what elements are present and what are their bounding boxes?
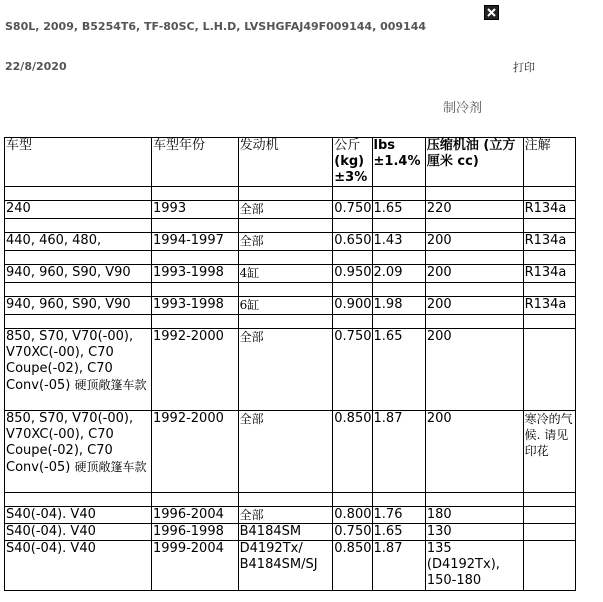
cell-note (523, 329, 575, 411)
cell-kg: 0.850 (333, 541, 372, 591)
cell-oil: 130 (425, 524, 523, 541)
cell-kg: 0.950 (333, 265, 372, 283)
header-oil: 压缩机油 (立方厘米 cc) (425, 138, 523, 187)
spacer-row (5, 315, 576, 329)
table-header-row (5, 138, 576, 187)
cell-model: 240 (5, 201, 152, 219)
cell-model (5, 329, 152, 411)
cell-oil: 200 (425, 233, 523, 251)
header-kg-unit: (kg) (334, 154, 365, 169)
table-row (5, 233, 576, 251)
cell-model: 940, 960, S90, V90 (5, 297, 152, 315)
table-row (5, 329, 576, 411)
header-kg (333, 138, 372, 187)
header-engine: 发动机 (238, 138, 333, 187)
cell-lbs: 1.43 (372, 233, 425, 251)
table-row (5, 297, 576, 315)
header-year: 车型年份 (152, 138, 239, 187)
cell-engine: 全部 (238, 411, 333, 493)
cell-note (523, 507, 575, 524)
cell-note (523, 524, 575, 541)
cell-oil: 200 (425, 265, 523, 283)
cell-year: 1993-1998 (152, 297, 239, 315)
cell-model: 440, 460, 480, (5, 233, 152, 251)
spacer-row (5, 493, 576, 507)
table-row (5, 265, 576, 283)
cell-oil: 200 (425, 297, 523, 315)
cell-model: S40(-04). V40 (5, 507, 152, 524)
cell-year: 1992-2000 (152, 329, 239, 411)
cell-lbs: 1.87 (372, 411, 425, 493)
cell-model-text: 850, S70, V70(-00), V70XC(-00), C70 Coupe(-02), C70 Conv(-05) (6, 329, 134, 393)
header-kg-tol: ±3% (334, 170, 368, 185)
cell-kg: 0.850 (333, 411, 372, 493)
page-title: 制冷剂 (443, 101, 483, 116)
header-model: 车型 (5, 138, 152, 187)
cell-year: 1996-2004 (152, 507, 239, 524)
cell-kg: 0.750 (333, 201, 372, 219)
spacer-row (5, 219, 576, 233)
table-row (5, 524, 576, 541)
cell-note: R134a (523, 297, 575, 315)
cell-kg: 0.750 (334, 524, 372, 539)
cell-lbs: 1.98 (372, 297, 425, 315)
cell-note (523, 541, 575, 591)
header-lbs-label: lbs (373, 138, 396, 153)
cell-model-note: 硬顶敞篷车款 (74, 378, 147, 392)
cell-engine: 全部 (238, 233, 333, 251)
header-note: 注解 (523, 138, 575, 187)
cell-engine: 全部 (238, 507, 333, 524)
cell-engine: 6缸 (238, 297, 333, 315)
cell-note: 寒冷的气候. 请见印花 (523, 411, 575, 493)
header-kg-label: 公斤 (334, 138, 361, 153)
close-icon[interactable] (484, 5, 499, 20)
cell-engine: 4缸 (238, 265, 333, 283)
cell-kg: 0.900 (333, 297, 372, 315)
cell-model-text: 850, S70, V70(-00), V70XC(-00), C70 Coupe(-02), C70 Conv(-05) (6, 411, 134, 475)
cell-year: 1993-1998 (152, 265, 239, 283)
header-lbs-tol: ±1.4% (373, 154, 421, 169)
cell-oil: 200 (425, 329, 523, 411)
cell-lbs: 1.76 (372, 507, 425, 524)
cell-kg: 0.800 (334, 507, 372, 522)
cell-lbs: 1.65 (372, 201, 425, 219)
spacer-row (5, 187, 576, 201)
cell-year: 1996-1998 (152, 524, 239, 541)
cell-model: 940, 960, S90, V90 (5, 265, 152, 283)
print-link[interactable]: 打印 (513, 61, 535, 74)
spacer-row (5, 283, 576, 297)
table-row (5, 541, 576, 591)
cell-note: R134a (523, 201, 575, 219)
cell-oil: 220 (425, 201, 523, 219)
cell-oil: 180 (425, 507, 523, 524)
cell-year: 1999-2004 (152, 541, 239, 591)
cell-note: R134a (523, 265, 575, 283)
cell-engine: 全部 (238, 201, 333, 219)
cell-lbs: 1.65 (372, 329, 425, 411)
cell-year: 1993 (152, 201, 239, 219)
cell-model (5, 411, 152, 493)
vehicle-info: S80L, 2009, B5254T6, TF-80SC, L.H.D, LVSHGFAJ49F009144, 009144 (5, 20, 427, 33)
cell-year: 1994-1997 (152, 233, 239, 251)
cell-lbs: 1.87 (372, 541, 425, 591)
report-date: 22/8/2020 (5, 60, 67, 73)
cell-oil: 200 (425, 411, 523, 493)
cell-engine: D4192Tx/ B4184SM/SJ (238, 541, 333, 591)
cell-oil: 135 (D4192Tx), 150-180 (425, 541, 523, 591)
cell-year: 1992-2000 (152, 411, 239, 493)
cell-model: S40(-04). V40 (5, 541, 152, 591)
cell-note: R134a (523, 233, 575, 251)
cell-engine: 全部 (238, 329, 333, 411)
table-row (5, 507, 576, 524)
table-row (5, 201, 576, 219)
table-row (5, 411, 576, 493)
cell-lbs: 2.09 (372, 265, 425, 283)
header-lbs (372, 138, 425, 187)
cell-kg: 0.750 (333, 329, 372, 411)
cell-lbs: 1.65 (372, 524, 425, 541)
cell-kg: 0.650 (333, 233, 372, 251)
refrigerant-table (4, 137, 576, 591)
cell-model-note: 硬顶敞篷车款 (74, 460, 147, 474)
cell-engine: B4184SM (238, 524, 333, 541)
spacer-row (5, 251, 576, 265)
cell-model: S40(-04). V40 (5, 524, 152, 541)
